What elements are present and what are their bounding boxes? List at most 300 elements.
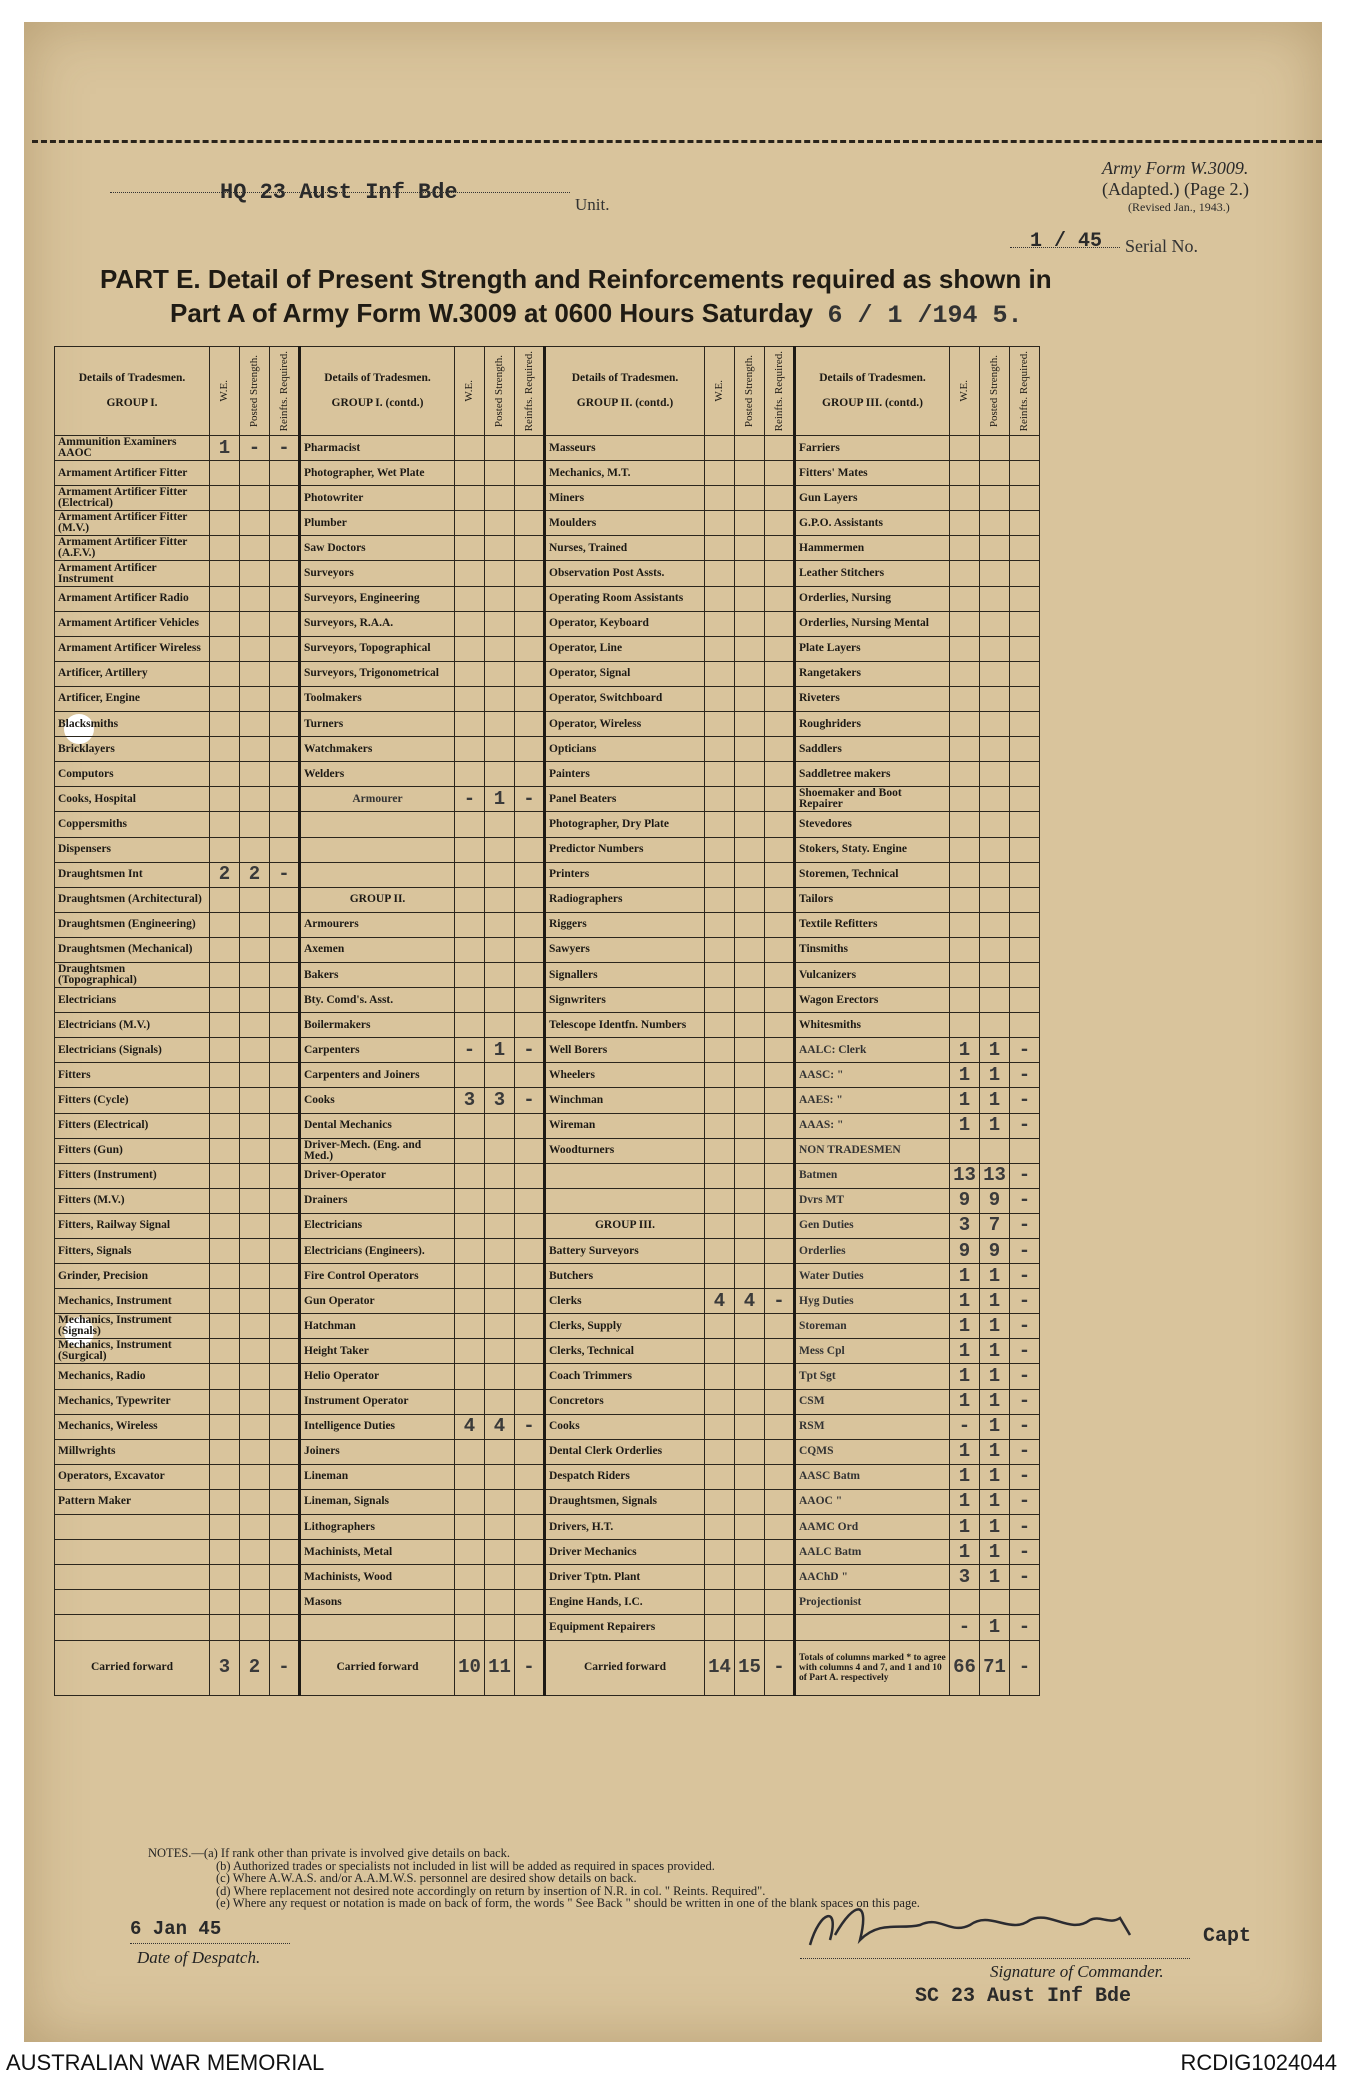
- reinfts-cell: [515, 1515, 545, 1540]
- we-cell: [705, 988, 735, 1013]
- reinfts-cell: [765, 1339, 795, 1364]
- table-row: [55, 561, 1040, 586]
- col-reinfts: Reinfts. Required.: [772, 350, 785, 432]
- trade-label: Well Borers: [545, 1038, 705, 1063]
- trade-label: Textile Refitters: [795, 912, 950, 937]
- reinfts-cell: [270, 586, 300, 611]
- posted-cell: [240, 1615, 270, 1640]
- page-title: [100, 262, 1240, 333]
- posted-cell: [735, 862, 765, 887]
- posted-cell: [240, 1264, 270, 1289]
- we-cell: [210, 988, 240, 1013]
- table-row: [55, 962, 1040, 987]
- reinfts-cell: [515, 511, 545, 536]
- reinfts-cell: [270, 1590, 300, 1615]
- reinfts-cell: [765, 1364, 795, 1389]
- reinfts-cell: [1010, 586, 1040, 611]
- posted-cell: [980, 862, 1010, 887]
- trade-label: Signallers: [545, 962, 705, 987]
- reinfts-cell: -: [1010, 1188, 1040, 1213]
- trade-label: Dvrs MT: [795, 1188, 950, 1213]
- posted-cell: [485, 1188, 515, 1213]
- table-row: [55, 1239, 1040, 1264]
- we-cell: [455, 812, 485, 837]
- trade-label: Armourers: [300, 912, 455, 937]
- we-cell: 9: [950, 1188, 980, 1213]
- army-form-title: Army Form W.3009.: [1102, 158, 1249, 178]
- trade-label: Orderlies: [795, 1239, 950, 1264]
- trade-label: Armament Artificer Fitter (M.V.): [55, 511, 210, 536]
- we-cell: [705, 1138, 735, 1163]
- we-cell: [210, 1188, 240, 1213]
- total-cell: -: [1010, 1640, 1040, 1695]
- reinfts-cell: [515, 1213, 545, 1238]
- posted-cell: [240, 486, 270, 511]
- reinfts-cell: [515, 1113, 545, 1138]
- posted-cell: [240, 1339, 270, 1364]
- we-cell: 1: [210, 436, 240, 461]
- reinfts-cell: [270, 661, 300, 686]
- signature-underline: [800, 1958, 1190, 1959]
- table-row: [55, 461, 1040, 486]
- trade-label: Saw Doctors: [300, 536, 455, 561]
- reinfts-cell: -: [1010, 1339, 1040, 1364]
- trade-label: Operators, Excavator: [55, 1464, 210, 1489]
- trade-label: Lineman, Signals: [300, 1489, 455, 1514]
- trade-label: Gun Operator: [300, 1289, 455, 1314]
- trade-label: Mechanics, Typewriter: [55, 1389, 210, 1414]
- we-cell: [210, 812, 240, 837]
- posted-cell: [735, 1364, 765, 1389]
- posted-cell: [240, 988, 270, 1013]
- trade-label: Clerks: [545, 1289, 705, 1314]
- we-cell: [210, 561, 240, 586]
- reinfts-cell: -: [1010, 1489, 1040, 1514]
- we-cell: [950, 686, 980, 711]
- trade-label: G.P.O. Assistants: [795, 511, 950, 536]
- reinfts-cell: [765, 486, 795, 511]
- posted-cell: [735, 712, 765, 737]
- reinfts-cell: [765, 912, 795, 937]
- col-details: Details of Tradesmen.: [571, 372, 679, 384]
- serial-label: Serial No.: [1125, 236, 1198, 256]
- we-cell: [210, 1439, 240, 1464]
- reinfts-cell: [270, 837, 300, 862]
- posted-cell: [980, 561, 1010, 586]
- we-cell: [950, 912, 980, 937]
- posted-cell: [485, 536, 515, 561]
- trade-label: Millwrights: [55, 1439, 210, 1464]
- we-cell: 1: [950, 1289, 980, 1314]
- trade-label: Driver Tptn. Plant: [545, 1565, 705, 1590]
- we-cell: [210, 536, 240, 561]
- we-cell: [950, 737, 980, 762]
- posted-cell: 9: [980, 1188, 1010, 1213]
- we-cell: [705, 1565, 735, 1590]
- we-cell: [210, 787, 240, 812]
- trade-label: Fitters (Electrical): [55, 1113, 210, 1138]
- reinfts-cell: [515, 837, 545, 862]
- we-cell: 1: [950, 1063, 980, 1088]
- posted-cell: [735, 1339, 765, 1364]
- posted-cell: [240, 1213, 270, 1238]
- reinfts-cell: [515, 1439, 545, 1464]
- posted-cell: -: [240, 436, 270, 461]
- col-we: W.E.: [958, 380, 970, 402]
- trade-label: AAES: ": [795, 1088, 950, 1113]
- reinfts-cell: [765, 586, 795, 611]
- trade-label: Draughtsmen, Signals: [545, 1489, 705, 1514]
- trade-label: Fitters (M.V.): [55, 1188, 210, 1213]
- reinfts-cell: [765, 1264, 795, 1289]
- we-cell: [705, 1013, 735, 1038]
- we-cell: [210, 1289, 240, 1314]
- reinfts-cell: [765, 1590, 795, 1615]
- trade-label: Draughtsmen (Topographical): [55, 962, 210, 987]
- trade-label: Plate Layers: [795, 636, 950, 661]
- posted-cell: 1: [980, 1439, 1010, 1464]
- reinfts-cell: [270, 511, 300, 536]
- we-cell: [950, 1590, 980, 1615]
- reinfts-cell: [515, 586, 545, 611]
- trade-label: Rangetakers: [795, 661, 950, 686]
- reinfts-cell: [765, 461, 795, 486]
- reinfts-cell: [765, 1439, 795, 1464]
- trade-label: Nurses, Trained: [545, 536, 705, 561]
- trade-label: Photographer, Dry Plate: [545, 812, 705, 837]
- we-cell: [950, 787, 980, 812]
- table-row: [55, 1264, 1040, 1289]
- reinfts-cell: [1010, 611, 1040, 636]
- trade-label: [300, 862, 455, 887]
- trade-label: Operator, Line: [545, 636, 705, 661]
- posted-cell: [240, 887, 270, 912]
- we-cell: 1: [950, 1264, 980, 1289]
- reinfts-cell: [765, 1540, 795, 1565]
- we-cell: -: [455, 1038, 485, 1063]
- trade-label: Cooks, Hospital: [55, 787, 210, 812]
- trade-label: Fitters (Cycle): [55, 1088, 210, 1113]
- posted-cell: [240, 1565, 270, 1590]
- trade-label: Armourer: [300, 787, 455, 812]
- total-cell: 71: [980, 1640, 1010, 1695]
- trade-label: Roughriders: [795, 712, 950, 737]
- trade-label: Ammunition Examiners AAOC: [55, 436, 210, 461]
- trade-label: Operator, Switchboard: [545, 686, 705, 711]
- reinfts-cell: [1010, 862, 1040, 887]
- table-row: [55, 1213, 1040, 1238]
- we-cell: 1: [950, 1364, 980, 1389]
- we-cell: [705, 486, 735, 511]
- posted-cell: [735, 1565, 765, 1590]
- reinfts-cell: [270, 1565, 300, 1590]
- trade-label: AAOC ": [795, 1489, 950, 1514]
- trade-label: Woodturners: [545, 1138, 705, 1163]
- trade-label: Gun Layers: [795, 486, 950, 511]
- we-cell: [455, 636, 485, 661]
- posted-cell: [980, 962, 1010, 987]
- we-cell: [455, 737, 485, 762]
- we-cell: [950, 837, 980, 862]
- table-row: [55, 988, 1040, 1013]
- reinfts-cell: [1010, 461, 1040, 486]
- trade-label: Blacksmiths: [55, 712, 210, 737]
- reinfts-cell: [765, 1213, 795, 1238]
- reinfts-cell: [1010, 937, 1040, 962]
- we-cell: [705, 787, 735, 812]
- trade-label: Photowriter: [300, 486, 455, 511]
- totals-row: [55, 1640, 1040, 1695]
- trade-label: Artificer, Artillery: [55, 661, 210, 686]
- posted-cell: [485, 1489, 515, 1514]
- posted-cell: [735, 988, 765, 1013]
- posted-cell: [240, 712, 270, 737]
- trade-label: AAAS: ": [795, 1113, 950, 1138]
- posted-cell: 1: [980, 1389, 1010, 1414]
- trade-label: Drivers, H.T.: [545, 1515, 705, 1540]
- title-date: 6 / 1 /194 5.: [827, 301, 1023, 330]
- reinfts-cell: [515, 486, 545, 511]
- title-line-2: Part A of Army Form W.3009 at 0600 Hours Saturday: [170, 298, 813, 328]
- posted-cell: [735, 436, 765, 461]
- reinfts-cell: [765, 661, 795, 686]
- posted-cell: [735, 686, 765, 711]
- col-group1: GROUP I.: [106, 397, 158, 409]
- trade-label: Saddletree makers: [795, 762, 950, 787]
- we-cell: [210, 1013, 240, 1038]
- trade-label: Draughtsmen Int: [55, 862, 210, 887]
- trade-label: Dispensers: [55, 837, 210, 862]
- posted-cell: [735, 787, 765, 812]
- reinfts-cell: [1010, 912, 1040, 937]
- we-cell: [705, 1088, 735, 1113]
- reinfts-cell: -: [1010, 1464, 1040, 1489]
- we-cell: [705, 636, 735, 661]
- reinfts-cell: [270, 486, 300, 511]
- posted-cell: [485, 486, 515, 511]
- trade-label: Tinsmiths: [795, 937, 950, 962]
- trade-label: GROUP II.: [300, 887, 455, 912]
- we-cell: [705, 536, 735, 561]
- posted-cell: [240, 686, 270, 711]
- trade-label: Painters: [545, 762, 705, 787]
- posted-cell: [485, 511, 515, 536]
- we-cell: [705, 1314, 735, 1339]
- posted-cell: 1: [980, 1063, 1010, 1088]
- we-cell: [455, 862, 485, 887]
- posted-cell: [980, 812, 1010, 837]
- total-cell: 11: [485, 1640, 515, 1695]
- reinfts-cell: -: [1010, 1439, 1040, 1464]
- reinfts-cell: [765, 611, 795, 636]
- reinfts-cell: [515, 1063, 545, 1088]
- reinfts-cell: [765, 737, 795, 762]
- reinfts-cell: [515, 912, 545, 937]
- trade-label: Sawyers: [545, 937, 705, 962]
- posted-cell: [735, 1439, 765, 1464]
- table-row: [55, 1489, 1040, 1514]
- trade-label: Vulcanizers: [795, 962, 950, 987]
- we-cell: [705, 962, 735, 987]
- table-row: [55, 1389, 1040, 1414]
- reinfts-cell: [765, 1138, 795, 1163]
- trade-label: Mechanics, Instrument (Surgical): [55, 1339, 210, 1364]
- trade-label: Fitters' Mates: [795, 461, 950, 486]
- posted-cell: [980, 837, 1010, 862]
- we-cell: -: [950, 1615, 980, 1640]
- we-cell: [950, 661, 980, 686]
- we-cell: [210, 1565, 240, 1590]
- we-cell: [705, 1264, 735, 1289]
- reinfts-cell: [270, 937, 300, 962]
- posted-cell: 1: [980, 1289, 1010, 1314]
- we-cell: 1: [950, 1389, 980, 1414]
- we-cell: [455, 762, 485, 787]
- table-row: [55, 812, 1040, 837]
- posted-cell: [485, 586, 515, 611]
- reinfts-cell: -: [1010, 1515, 1040, 1540]
- posted-cell: [735, 611, 765, 636]
- serial-value: 1 / 45: [1030, 230, 1103, 253]
- we-cell: 1: [950, 1314, 980, 1339]
- trade-label: Toolmakers: [300, 686, 455, 711]
- trade-label: [55, 1515, 210, 1540]
- posted-cell: [485, 686, 515, 711]
- trade-label: Armament Artificer Fitter (Electrical): [55, 486, 210, 511]
- trade-label: AASC: ": [795, 1063, 950, 1088]
- we-cell: [705, 1339, 735, 1364]
- total-cell: -: [765, 1640, 795, 1695]
- total-cell: -: [270, 1640, 300, 1695]
- trade-label: Wagon Erectors: [795, 988, 950, 1013]
- reinfts-cell: [515, 636, 545, 661]
- trade-label: Printers: [545, 862, 705, 887]
- reinfts-cell: [515, 436, 545, 461]
- table-row: [55, 436, 1040, 461]
- reinfts-cell: -: [1010, 1364, 1040, 1389]
- col-posted: Posted Strength.: [743, 354, 755, 428]
- we-cell: [455, 1565, 485, 1590]
- trade-label: Instrument Operator: [300, 1389, 455, 1414]
- reinfts-cell: [765, 1565, 795, 1590]
- posted-cell: [735, 1063, 765, 1088]
- reinfts-cell: [765, 837, 795, 862]
- we-cell: [705, 611, 735, 636]
- trade-label: Masons: [300, 1590, 455, 1615]
- we-cell: [705, 436, 735, 461]
- reinfts-cell: [515, 762, 545, 787]
- posted-cell: [240, 937, 270, 962]
- unit-underline: [110, 192, 570, 193]
- we-cell: [210, 737, 240, 762]
- we-cell: [455, 1339, 485, 1364]
- we-cell: 1: [950, 1489, 980, 1514]
- reinfts-cell: [270, 536, 300, 561]
- reinfts-cell: [765, 1013, 795, 1038]
- posted-cell: [485, 862, 515, 887]
- trade-label: Opticians: [545, 737, 705, 762]
- posted-cell: [240, 1590, 270, 1615]
- carried-forward-label: Carried forward: [300, 1640, 455, 1695]
- reinfts-cell: [270, 1289, 300, 1314]
- posted-cell: [735, 1088, 765, 1113]
- table-row: [55, 1615, 1040, 1640]
- reinfts-cell: -: [270, 436, 300, 461]
- trade-label: Water Duties: [795, 1264, 950, 1289]
- we-cell: 1: [950, 1540, 980, 1565]
- posted-cell: [735, 1414, 765, 1439]
- posted-cell: [485, 436, 515, 461]
- trade-label: Armament Artificer Fitter (A.F.V.): [55, 536, 210, 561]
- trade-label: [545, 1188, 705, 1213]
- reinfts-cell: -: [515, 1414, 545, 1439]
- posted-cell: [735, 561, 765, 586]
- we-cell: [705, 511, 735, 536]
- we-cell: [455, 511, 485, 536]
- posted-cell: [240, 1414, 270, 1439]
- trade-label: Draughtsmen (Mechanical): [55, 937, 210, 962]
- trade-label: Machinists, Wood: [300, 1565, 455, 1590]
- we-cell: 3: [950, 1565, 980, 1590]
- we-cell: [950, 762, 980, 787]
- we-cell: [950, 561, 980, 586]
- we-cell: [455, 436, 485, 461]
- trade-label: Pattern Maker: [55, 1489, 210, 1514]
- trade-label: [55, 1590, 210, 1615]
- we-cell: 4: [455, 1414, 485, 1439]
- posted-cell: [735, 1239, 765, 1264]
- note-line: NOTES.—(a) If rank other than private is involved give details on back.: [148, 1846, 511, 1860]
- trade-label: Fire Control Operators: [300, 1264, 455, 1289]
- we-cell: [210, 1138, 240, 1163]
- we-cell: [705, 887, 735, 912]
- we-cell: [455, 611, 485, 636]
- we-cell: 1: [950, 1088, 980, 1113]
- posted-cell: [240, 1239, 270, 1264]
- reinfts-cell: [765, 561, 795, 586]
- reinfts-cell: [515, 1590, 545, 1615]
- trade-label: Mechanics, Wireless: [55, 1414, 210, 1439]
- we-cell: [210, 461, 240, 486]
- reinfts-cell: [1010, 762, 1040, 787]
- we-cell: -: [455, 787, 485, 812]
- trade-label: Boilermakers: [300, 1013, 455, 1038]
- trade-label: Clerks, Supply: [545, 1314, 705, 1339]
- reinfts-cell: [270, 1163, 300, 1188]
- carried-forward-label: Carried forward: [55, 1640, 210, 1695]
- posted-cell: [735, 1540, 765, 1565]
- posted-cell: [240, 1088, 270, 1113]
- credit-right: RCDIG1024044: [1180, 2050, 1337, 2075]
- reinfts-cell: [765, 1389, 795, 1414]
- we-cell: [210, 686, 240, 711]
- reinfts-cell: -: [1010, 1063, 1040, 1088]
- posted-cell: [485, 812, 515, 837]
- we-cell: [210, 1364, 240, 1389]
- reinfts-cell: [515, 962, 545, 987]
- trade-label: Saddlers: [795, 737, 950, 762]
- table-row: [55, 661, 1040, 686]
- posted-cell: 1: [980, 1464, 1010, 1489]
- posted-cell: [240, 962, 270, 987]
- we-cell: [705, 1038, 735, 1063]
- reinfts-cell: [270, 1239, 300, 1264]
- unit-value: HQ 23 Aust Inf Bde: [220, 180, 458, 205]
- posted-cell: [980, 686, 1010, 711]
- table-row: [55, 762, 1040, 787]
- we-cell: [950, 586, 980, 611]
- reinfts-cell: [270, 812, 300, 837]
